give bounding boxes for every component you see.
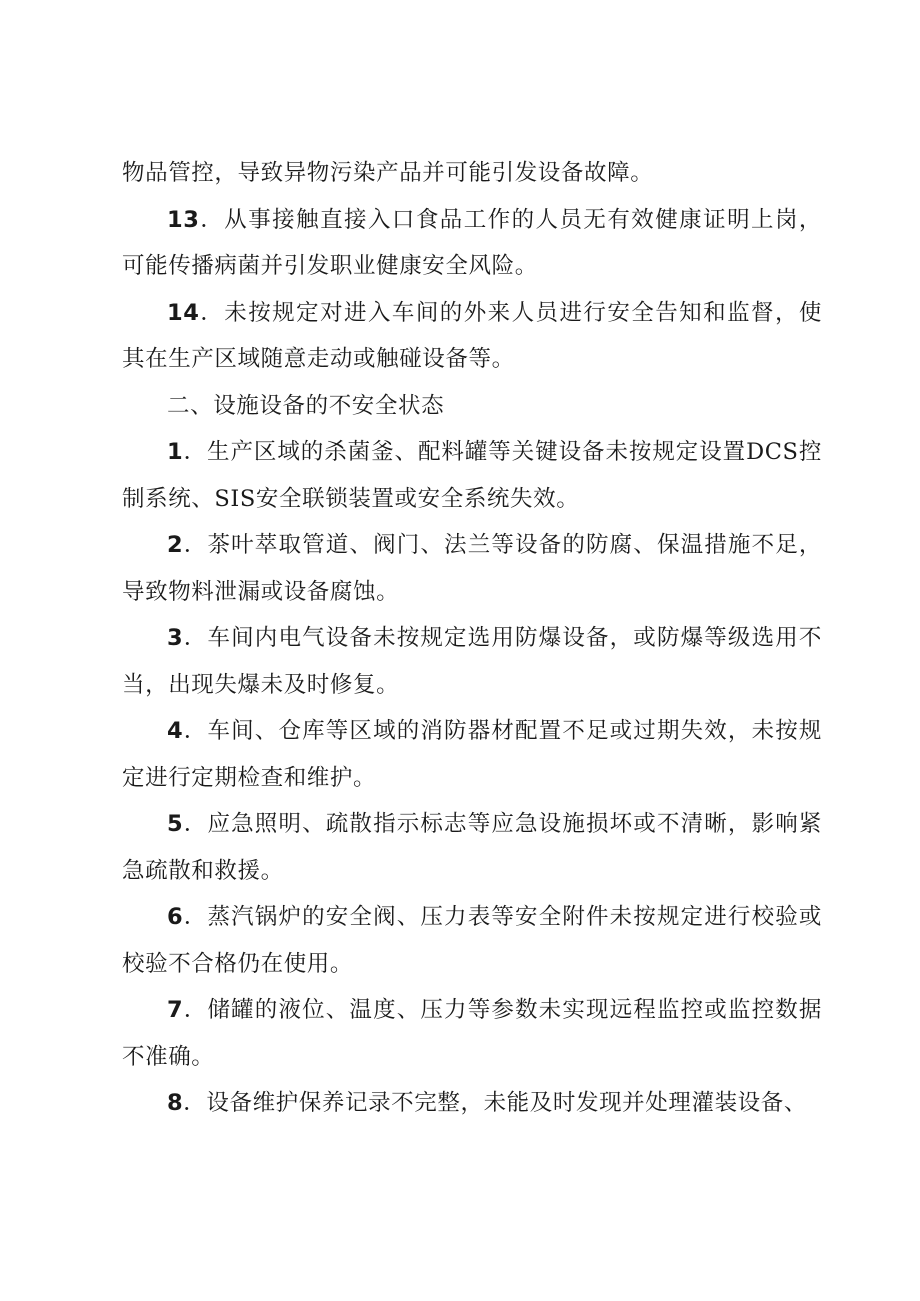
section-heading: 二、设施设备的不安全状态: [167, 392, 445, 419]
list-item: [122, 1080, 822, 1127]
item-text: ．茶叶萃取管道、阀门、法兰等设备的防腐、保温措施不足，导致物料泄漏或设备腐蚀。: [122, 532, 822, 605]
item-number: 3: [167, 625, 184, 651]
item-number: 8: [167, 1090, 184, 1116]
item-text: ．储罐的液位、温度、压力等参数未实现远程监控或监控数据不准确。: [122, 997, 822, 1070]
item-number: 6: [167, 904, 184, 930]
item-number: 4: [167, 718, 184, 744]
item-text: ．未按规定对进入车间的外来人员进行安全告知和监督，使其在生产区域随意走动或触碰设备等。: [122, 299, 822, 372]
item-text: ．应急照明、疏散指示标志等应急设施损坏或不清晰，影响紧急疏散和救援。: [122, 811, 822, 884]
list-item: [122, 801, 822, 894]
paragraph-text: 物品管控，导致异物污染产品并可能引发设备故障。: [122, 160, 654, 186]
item-number: 14: [167, 299, 200, 326]
list-item: [122, 894, 822, 987]
list-item: [122, 522, 822, 615]
list-item: [122, 197, 822, 290]
item-text: ．设备维护保养记录不完整，未能及时发现并处理灌装设备、: [183, 1090, 807, 1116]
document-body: [122, 150, 822, 1127]
item-text: ．从事接触直接入口食品工作的人员无有效健康证明上岗，可能传播病菌并引发职业健康安全风险。: [122, 206, 822, 279]
item-text: ．车间、仓库等区域的消防器材配置不足或过期失效，未按规定进行定期检查和维护。: [122, 718, 822, 791]
item-text: ．蒸汽锅炉的安全阀、压力表等安全附件未按规定进行校验或校验不合格仍在使用。: [122, 904, 822, 977]
item-number: 2: [167, 532, 184, 558]
item-number: 1: [167, 439, 184, 465]
list-item: [122, 615, 822, 708]
item-number: 7: [167, 997, 184, 1023]
list-item: [122, 290, 822, 383]
list-item: [122, 429, 822, 522]
continuation-paragraph: [122, 150, 822, 197]
item-number: 13: [167, 206, 200, 233]
item-text: ．生产区域的杀菌釜、配料罐等关键设备未按规定设置DCS控制系统、SIS安全联锁装置或安全系统失效。: [122, 439, 822, 512]
item-number: 5: [167, 811, 184, 837]
list-item: [122, 987, 822, 1080]
list-item: [122, 708, 822, 801]
item-text: ．车间内电气设备未按规定选用防爆设备，或防爆等级选用不当，出现失爆未及时修复。: [122, 625, 822, 698]
